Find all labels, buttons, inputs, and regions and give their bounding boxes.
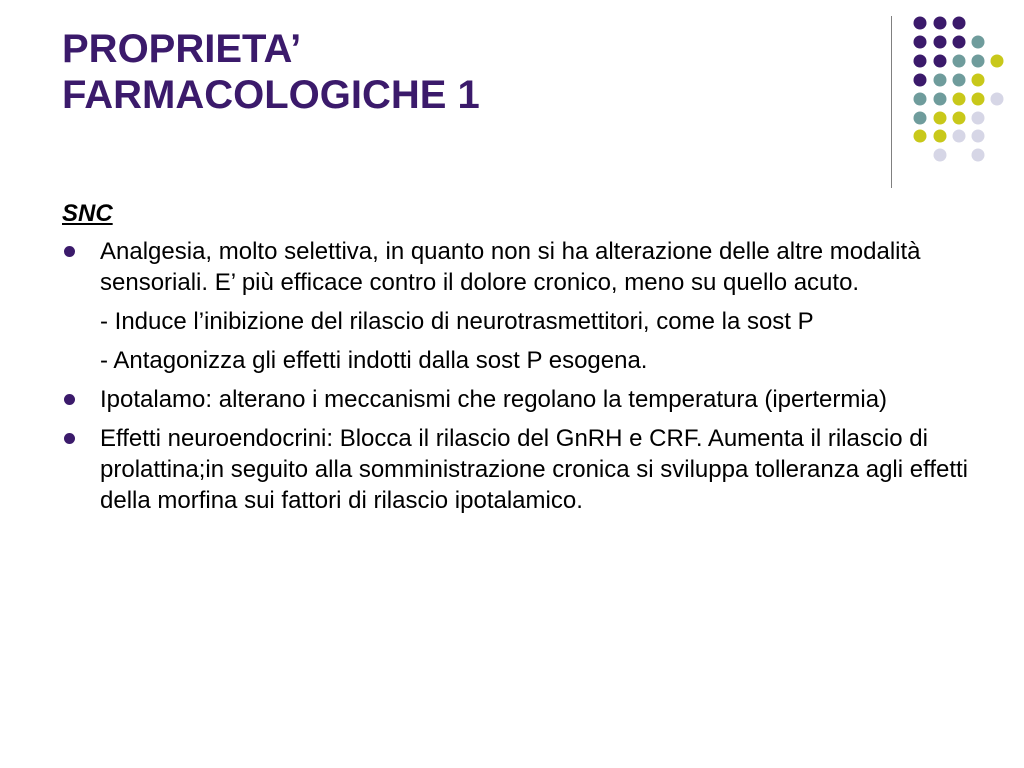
dot	[934, 112, 947, 125]
vertical-divider	[891, 16, 892, 188]
dot	[972, 93, 985, 106]
dot	[914, 55, 927, 68]
bullet-dot-icon	[64, 394, 75, 405]
bullet-item	[62, 236, 972, 298]
dot	[953, 17, 966, 30]
dot	[914, 74, 927, 87]
dot	[934, 149, 947, 162]
slide-title-line-1: PROPRIETA’	[62, 27, 302, 71]
bullet-text: Effetti neuroendocrini: Blocca il rilascio del GnRH e CRF. Aumenta il rilascio di prolattina;in seguito alla somministrazione cronica si sviluppa tolleranza agli effetti della morfina sui fattori di rilascio ipotalamico.	[100, 425, 969, 514]
slide-title-line-2: FARMACOLOGICHE 1	[62, 73, 480, 117]
dot	[953, 130, 966, 143]
dot	[914, 93, 927, 106]
dot	[934, 74, 947, 87]
dot	[914, 130, 927, 143]
dot	[934, 93, 947, 106]
sub-point: - Antagonizza gli effetti indotti dalla sost P esogena.	[100, 347, 648, 374]
dot	[953, 55, 966, 68]
bullet-text: Analgesia, molto selettiva, in quanto non si ha alterazione delle altre modalità sensoriali. E’ più efficace contro il dolore cronico, meno su quello acuto.	[100, 238, 921, 296]
sub-point: - Induce l’inibizione del rilascio di neurotrasmettitori, come la sost P	[100, 308, 814, 335]
dot	[972, 112, 985, 125]
bullet-dot-icon	[64, 246, 75, 257]
dot	[914, 17, 927, 30]
dot	[953, 36, 966, 49]
decorative-dot-grid	[906, 14, 1016, 174]
section-label: SNC	[62, 200, 113, 227]
dot	[934, 36, 947, 49]
slide-title	[62, 26, 480, 118]
bullet-text: Ipotalamo: alterano i meccanismi che regolano la temperatura (ipertermia)	[100, 386, 888, 413]
dot	[953, 74, 966, 87]
dot	[972, 74, 985, 87]
dot	[972, 149, 985, 162]
dot	[934, 130, 947, 143]
dot	[953, 112, 966, 125]
dot	[972, 130, 985, 143]
dot	[934, 17, 947, 30]
bullet-dot-icon	[64, 433, 75, 444]
dot	[972, 36, 985, 49]
bullet-item	[62, 384, 972, 415]
dot	[991, 55, 1004, 68]
bullet-item	[62, 423, 972, 516]
dot	[972, 55, 985, 68]
dot	[934, 55, 947, 68]
dot	[914, 36, 927, 49]
dot	[953, 93, 966, 106]
slide-body	[62, 200, 972, 516]
dot	[991, 93, 1004, 106]
dot	[914, 112, 927, 125]
